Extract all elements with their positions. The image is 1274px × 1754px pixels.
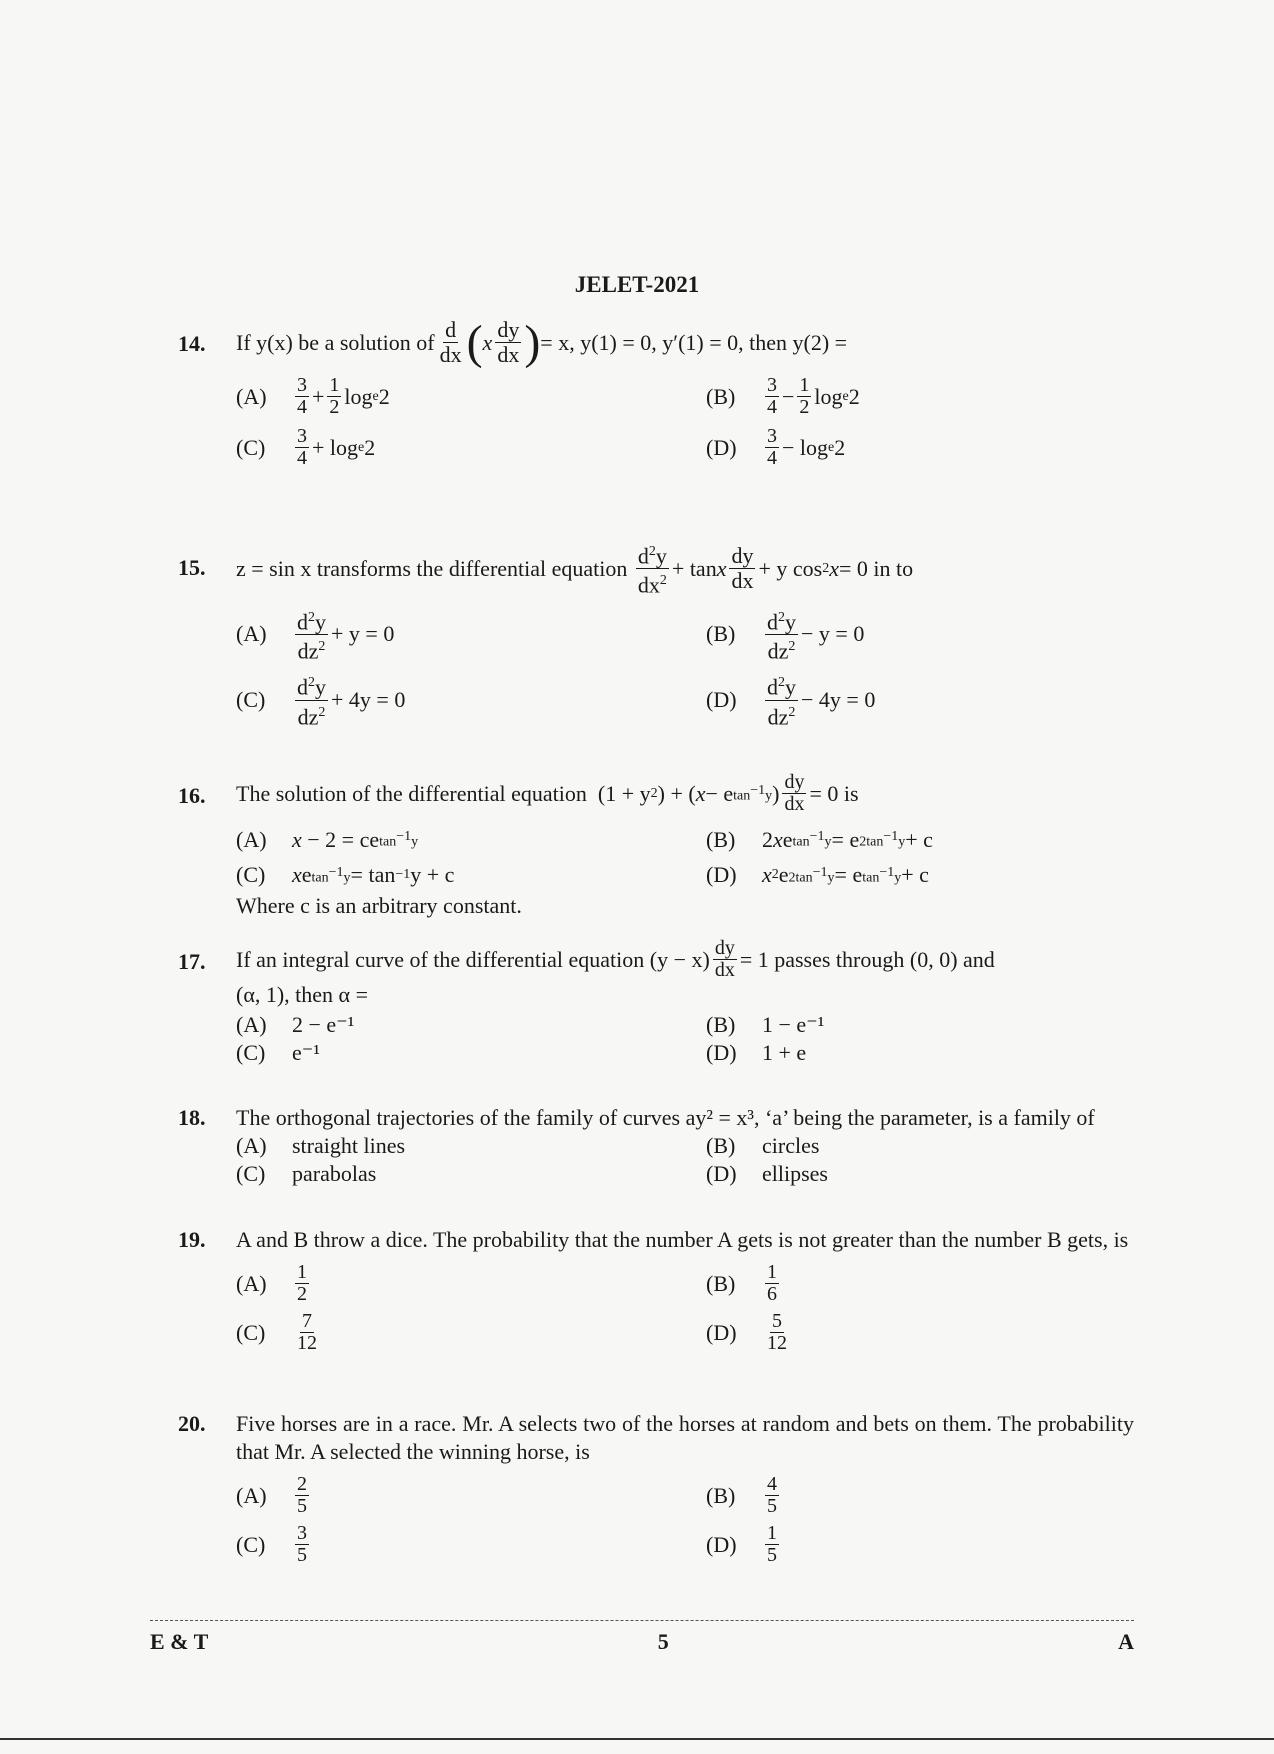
option-c[interactable]: (C) $\frac{d^2y}{dz^2}$ + 4y = 0 [236,671,706,729]
option-a[interactable]: (A) $\frac{d^2y}{dz^2}$ + y = 0 [236,606,706,664]
option-d[interactable]: (D) $\frac{d^2y}{dz^2}$ − 4y = 0 [706,671,1134,729]
question-number: 15. [178,555,206,580]
question-20 [178,1410,1134,1566]
question-19 [178,1226,1134,1354]
footer-divider [150,1620,1134,1621]
option-a[interactable]: (A) $\frac{3}{4}$ + $\frac{1}{2}$ log e 2 [236,374,390,418]
question-18 [178,1104,1134,1188]
question-number: 14. [178,331,206,356]
question-text: The orthogonal trajectories of the family of curves ay² = x³, ‘a’ being the parameter, is a family of [236,1105,1095,1130]
question-text: A and B throw a dice. The probability that the number A gets is not greater than the number B gets, is [236,1227,1129,1252]
option-b[interactable]: (B) 1 − e⁻¹ [706,1012,825,1037]
option-c[interactable]: (C) $\frac{7}{12}$ [236,1310,317,1354]
option-c[interactable]: (C) x e $\tan^{-1}y$ = tan −1 y + c [236,862,455,888]
options [236,1011,1134,1067]
page-title: JELET-2021 [574,272,700,297]
question-text: z = sin x transforms the differential equation $\frac{d^2y}{dx^2}$ + tan x $\frac{dy}{dx}$ + y cos 2 x = 0 in to [236,540,1134,598]
options [236,606,1134,729]
option-d[interactable]: (D) ellipses [706,1161,828,1186]
option-c[interactable]: (C) e⁻¹ [236,1040,320,1065]
question-number: 19. [178,1227,206,1252]
option-b[interactable]: (B) $\frac{1}{6}$ [706,1261,777,1305]
page-number: 5 [657,1629,669,1654]
option-b[interactable]: (B) $\frac{3}{4}$ − $\frac{1}{2}$ log e 2 [706,374,860,418]
option-a[interactable]: (A) $\frac{2}{5}$ [236,1473,307,1517]
question-number: 20. [178,1411,206,1436]
option-b[interactable]: (B) 2 x e $\tan^{-1}y$ = e $2\tan^{-1}y$ + c [706,826,933,852]
footer-set: A [1118,1629,1134,1654]
options [236,823,1134,892]
option-c[interactable]: (C) parabolas [236,1161,377,1186]
options [236,1474,1134,1566]
question-17: 17. If an integral curve of the differential equation (y − x) $\frac{dy}{dx}$ = 1 passes through (0, 0) and (α, 1), then α = (A) 2 − e⁻¹ (B) 1 − e⁻¹ (C) e⁻¹ (D) 1 + e [178,938,1134,1067]
bottom-divider [0,1738,1274,1740]
question-14 [178,315,1134,469]
question-number: 16. [178,783,206,808]
option-b[interactable]: (B) $\frac{4}{5}$ [706,1473,777,1517]
option-d[interactable]: (D) 1 + e [706,1040,807,1065]
options [236,375,1134,469]
option-a[interactable]: (A) straight lines [236,1133,406,1158]
options [236,1262,1134,1354]
question-text: The solution of the differential equation (1 + y 2 ) + ( x − e $\tan^{-1}y$ ) $\frac{dy}{dx}$ = 0 is [236,771,859,815]
option-c[interactable]: (C) $\frac{3}{5}$ [236,1522,307,1566]
page-footer [150,1620,1134,1655]
question-note: Where c is an arbitrary constant. [236,893,522,919]
option-c[interactable]: (C) $\frac{3}{4}$ + log e 2 [236,425,376,469]
question-number: 18. [178,1105,206,1130]
options [236,1132,1134,1188]
option-b[interactable]: (B) circles [706,1133,820,1158]
option-a[interactable]: (A) 2 − e⁻¹ [236,1012,355,1037]
question-16 [178,772,1134,920]
option-b[interactable]: (B) $\frac{d^2y}{dz^2}$ − y = 0 [706,606,1134,664]
question-text: Five horses are in a race. Mr. A selects two of the horses at random and bets on them. The probability that Mr. A selected the winning horse, is [236,1411,1134,1464]
option-d[interactable]: (D) $\frac{3}{4}$ − log e 2 [706,425,846,469]
footer-subject: E & T [150,1629,209,1654]
question-15 [178,540,1134,729]
option-a[interactable]: (A) x − 2 = ce $\tan^{-1}y$ [236,826,419,852]
option-a[interactable]: (A) $\frac{1}{2}$ [236,1261,307,1305]
question-number: 17. [178,949,206,974]
option-d[interactable]: (D) $\frac{5}{12}$ [706,1310,787,1354]
question-text: If y(x) be a solution of $\frac{d}{dx}$ ( x $\frac{dy}{dx}$ ) = x, y(1) = 0, y′(1) = 0, then y(2) = [236,315,848,369]
question-text: If an integral curve of the differential equation (y − x) $\frac{dy}{dx}$ = 1 passes through (0, 0) and [236,937,995,981]
option-d[interactable]: (D) $\frac{1}{5}$ [706,1522,777,1566]
option-d[interactable]: (D) x 2 e $2\tan^{-1}y$ = e $\tan^{-1}y$ + c [706,862,929,888]
